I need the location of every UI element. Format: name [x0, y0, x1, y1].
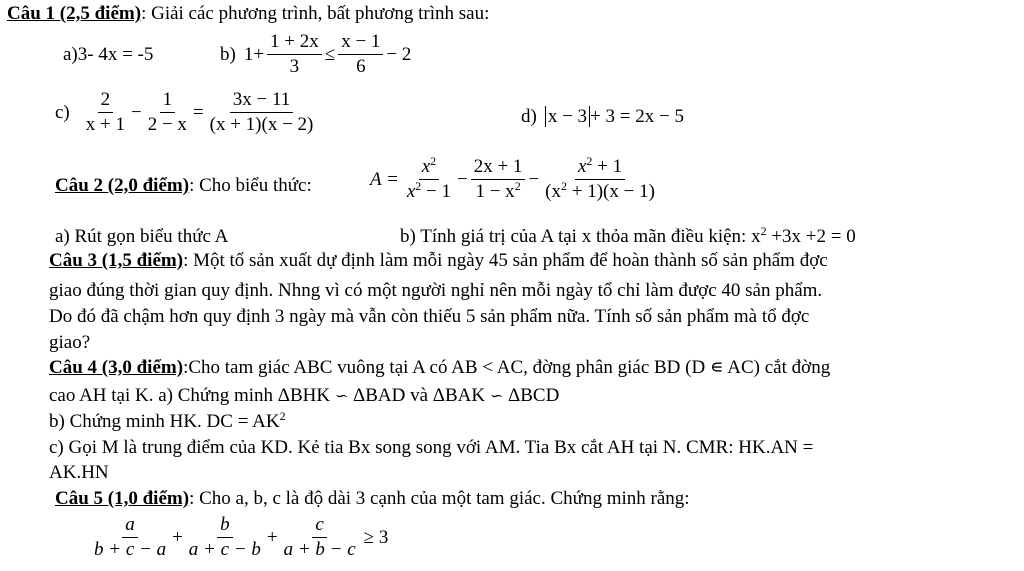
q4-line2: cao AH tại K. a) Chứng minh ΔBHK ∽ ΔBAD và ΔBAK ∽ ΔBCD [49, 385, 560, 406]
q2-expression [370, 154, 661, 202]
q1b-frac2: $\frac{x - 1}{6}$ [338, 32, 383, 77]
q1c-label: c) [55, 101, 70, 123]
q4-line4: c) Gọi M là trung điểm của KD. Kẻ tia Bx song song với AM. Tia Bx cắt AH tại N. CMR: HK.AN = [49, 437, 814, 458]
q1-label: Câu 1 (2,5 điểm) [7, 3, 142, 24]
q1b-label: b) [220, 43, 236, 65]
q2-label: Câu 2 (2,0 điểm) [55, 175, 190, 196]
q4-line3: b) Chứng minh HK. DC = $AK^2$ [49, 409, 286, 432]
q3-line1: Câu 3 (1,5 điểm): Một tổ sản xuất dự định làm mỗi ngày 45 sản phẩm để hoàn thành số sản phẩm đợc [49, 250, 828, 271]
q1b-tail: − 2 [386, 43, 412, 65]
similar-symbol-2: ∽ [489, 386, 504, 405]
q5-frac1: $\frac{a}{b + c - a}$ [94, 514, 167, 560]
q2-frac1: $\frac{x^2}{x^2 - 1}$ [406, 154, 451, 202]
q5-frac2: $\frac{b}{a + c - b}$ [188, 514, 261, 560]
q1d-abs: x − 3 [545, 106, 590, 127]
q4-label: Câu 4 (3,0 điểm) [49, 357, 184, 378]
q2-text: : Cho biểu thức: [189, 175, 312, 196]
q2-frac2: $\frac{2x + 1}{1 - x^2}$ [471, 157, 526, 202]
similar-symbol: ∽ [334, 386, 349, 405]
q3-line4: giao? [49, 332, 91, 353]
q2-op2: − [528, 168, 540, 190]
q5-text: : Cho a, b, c là độ dài 3 cạnh của một tam giác. Chứng minh rằng: [189, 488, 690, 509]
q4-line5: AK.HN [49, 462, 109, 483]
q1-heading [7, 4, 489, 23]
q1d-label: d) [521, 106, 537, 127]
q1c-frac1: $\frac{2}{x + 1}$ [85, 89, 125, 135]
q5-rhs: ≥ 3 [363, 526, 389, 548]
q5-op1: + [172, 526, 183, 548]
q1b-lead: 1+ [243, 43, 265, 65]
q2-heading [55, 176, 312, 195]
q4-line1: Câu 4 (3,0 điểm):Cho tam giác ABC vuông tại A có AB < AC, đờng phân giác BD (D ∊ AC) cắt đờng [49, 357, 831, 378]
q3-label: Câu 3 (1,5 điểm) [49, 250, 184, 271]
q2b: b) Tính giá trị của A tại x thỏa mãn điều kiện: $x^2 +3x +2 = 0$ [400, 224, 856, 247]
q1b-rel: ≤ [324, 43, 336, 65]
q5-label: Câu 5 (1,0 điểm) [55, 488, 190, 509]
q1c-frac2: $\frac{1}{2 - x}$ [147, 89, 187, 135]
q2-op1: − [457, 168, 468, 190]
q2-lhs: A = [370, 168, 399, 190]
q1d-rest: + 3 = 2x − 5 [590, 106, 684, 127]
q1c-frac3: $\frac{3x - 11}{(x + 1)(x - 2)}$ [209, 89, 314, 135]
q2-frac3: $\frac{x^2 + 1}{(x^2 + 1)(x - 1)}$ [545, 154, 655, 202]
q5-heading [55, 489, 690, 508]
q5-inequality [88, 515, 388, 560]
q1c-eq: = [192, 101, 204, 123]
q1a-label: a) [63, 44, 78, 65]
q1a-expr: 3- 4x = -5 [77, 44, 154, 65]
q5-op2: + [266, 526, 278, 548]
q1c-op1: − [130, 101, 142, 123]
q1c [55, 90, 319, 135]
q2a: a) Rút gọn biểu thức A [55, 226, 229, 247]
q1d [521, 107, 684, 126]
q5-frac3: $\frac{c}{a + b - c}$ [283, 514, 356, 560]
q1-text: : Giải các phương trình, bất phương trình sau: [141, 3, 490, 24]
q3-line3: Do đó đã chậm hơn quy định 3 ngày mà vẫn còn thiếu 5 sản phẩm nữa. Tính số sản phẩm mà tổ đợc [49, 306, 810, 327]
q1b [220, 32, 411, 77]
q1b-frac1: $\frac{1 + 2x}{3}$ [267, 32, 322, 77]
q3-line2: giao đúng thời gian quy định. Nhng vì có một người nghỉ nên mỗi ngày tổ chỉ làm được 40 sản phẩm. [49, 280, 823, 301]
q1a [63, 45, 153, 64]
